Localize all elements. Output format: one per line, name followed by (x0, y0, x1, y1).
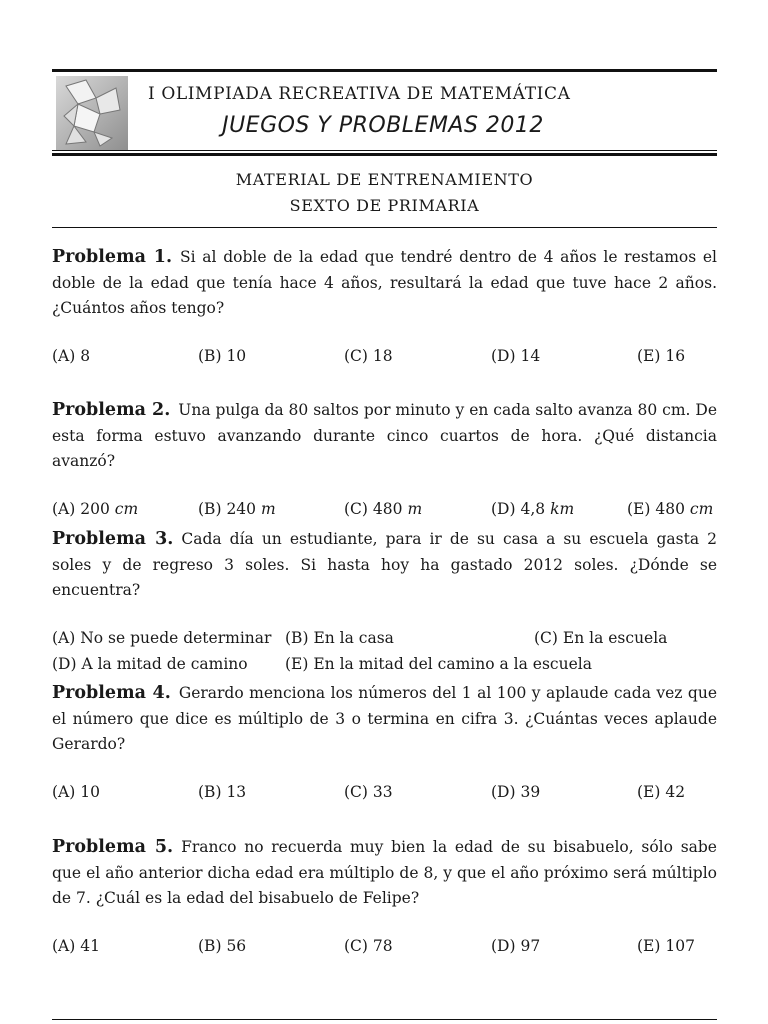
problem-3 (52, 527, 717, 681)
option-d: (D) 14 (491, 346, 541, 365)
option-b: (B) 240 m (198, 499, 276, 518)
problem-2 (52, 398, 717, 526)
option-c: (C) 33 (344, 782, 393, 801)
problem-title: Problema 2. (52, 400, 171, 420)
option-e: (E) 16 (637, 346, 686, 365)
problem-title: Problema 4. (52, 683, 171, 703)
option-c: (C) En la escuela (534, 628, 668, 647)
option-c: (C) 480 m (344, 499, 423, 518)
option-c: (C) 78 (344, 936, 393, 955)
option-a: (A) 8 (52, 346, 91, 365)
problem-1 (52, 245, 717, 373)
option-e: (E) 42 (637, 782, 686, 801)
header-top-rule (52, 69, 717, 72)
footer-rule (52, 1019, 717, 1020)
problem-text: Gerardo menciona los números del 1 al 100 y aplaude cada vez que el número que dice es múltiplo de 3 o termina en cifra 3. ¿Cuántas veces aplaude Gerardo? (52, 684, 717, 753)
option-e: (E) En la mitad del camino a la escuela (285, 654, 592, 673)
problem-5 (52, 835, 717, 963)
answer-options-row-1 (52, 629, 717, 655)
answer-options (52, 347, 717, 373)
header-bottom-rule-thin (52, 150, 717, 151)
problem-text: Cada día un estudiante, para ir de su casa a su escuela gasta 2 soles y de regreso 3 soles. Si hasta hoy ha gastado 2012 soles. ¿Dónde se encuentra? (52, 530, 717, 599)
option-e: (E) 107 (637, 936, 695, 955)
option-b: (B) En la casa (285, 628, 394, 647)
option-e: (E) 480 cm (627, 499, 714, 518)
tangram-figure-icon (56, 76, 128, 150)
option-a: (A) No se puede determinar (52, 628, 272, 647)
option-d: (D) 97 (491, 936, 541, 955)
answer-options (52, 783, 717, 809)
option-a: (A) 41 (52, 936, 100, 955)
grade-title: SEXTO DE PRIMARIA (289, 196, 480, 215)
option-d: (D) A la mitad de camino (52, 654, 248, 673)
header-bottom-rule-thick (52, 153, 717, 156)
option-d: (D) 4,8 km (491, 499, 575, 518)
answer-options-row-2 (52, 655, 717, 681)
option-d: (D) 39 (491, 782, 541, 801)
problem-text: Si al doble de la edad que tendré dentro de 4 años le restamos el doble de la edad que tenía hace 4 años, resultará la edad que tuve hace 2 años. ¿Cuántos años tengo? (52, 248, 717, 317)
option-b: (B) 13 (198, 782, 247, 801)
problem-text: Franco no recuerda muy bien la edad de su bisabuelo, sólo sabe que el año anterior dicha edad era múltiplo de 8, y que el año próximo será múltiplo de 7. ¿Cuál es la edad del bisabuelo de Felipe? (52, 838, 717, 907)
event-title: JUEGOS Y PROBLEMAS 2012 (222, 113, 544, 138)
option-b: (B) 56 (198, 936, 247, 955)
material-title: MATERIAL DE ENTRENAMIENTO (235, 170, 534, 189)
olympiad-logo (56, 76, 128, 150)
section-separator (52, 227, 717, 228)
answer-options (52, 937, 717, 963)
option-c: (C) 18 (344, 346, 393, 365)
answer-options (52, 500, 717, 526)
option-a: (A) 10 (52, 782, 100, 801)
problem-title: Problema 5. (52, 837, 174, 857)
problem-title: Problema 3. (52, 529, 174, 549)
problem-4 (52, 681, 717, 809)
option-a: (A) 200 cm (52, 499, 139, 518)
olympiad-title: I OLIMPIADA RECREATIVA DE MATEMÁTICA (148, 84, 571, 104)
option-b: (B) 10 (198, 346, 247, 365)
problem-text: Una pulga da 80 saltos por minuto y en cada salto avanza 80 cm. De esta forma estuvo avanzando durante cinco cuartos de hora. ¿Qué distancia avanzó? (52, 401, 717, 470)
problem-title: Problema 1. (52, 247, 173, 267)
